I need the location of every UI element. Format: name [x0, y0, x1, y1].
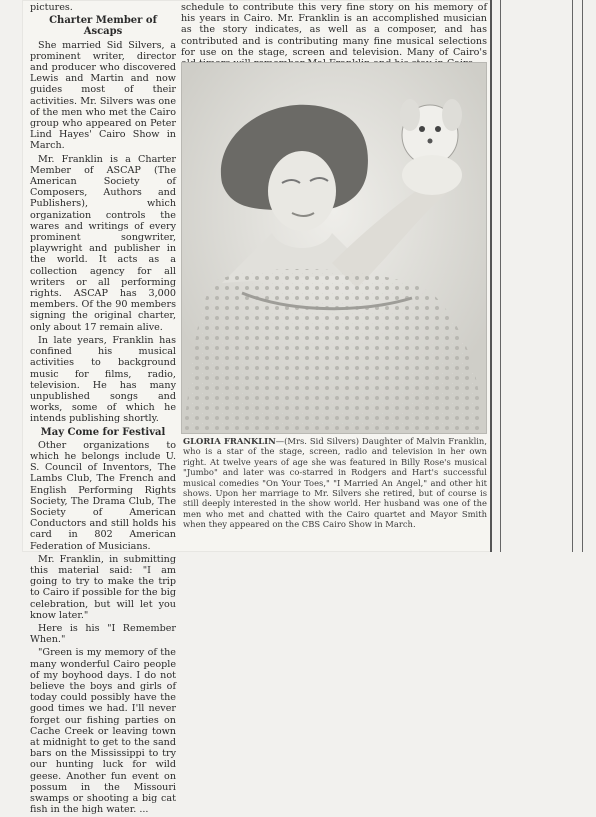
heading-may-come-for-festival: May Come for Festival [40, 426, 166, 438]
paragraph: Other organizations to which he belongs include U. S. Council of Inventors, The Lambs Club, The French and English Performing Rights Society, The Drama Club, The Society of American Conductors and still holds his card in 802 American Federation of Musicians. [30, 439, 176, 552]
column-rule [582, 0, 583, 552]
top-fragment: pictures. [30, 2, 73, 13]
caption-name: GLORIA FRANKLIN [183, 436, 276, 446]
paragraph: In late years, Franklin has confined his musical activities to background music for films, radio, television. He has many unpublished songs and works, some of which he intends publishing shortly. [30, 334, 176, 425]
paragraph: Mr. Franklin, in submitting this material said: "I am going to try to make the trip to Cairo if possible for the big celebration, but will let you know later." [30, 553, 176, 621]
paragraph: Mr. Franklin is a Charter Member of ASCAP (The American Society of Composers, Authors and Publishers), which organization controls the wares and writings of every prominent songwriter, playwright and publisher in the world. It acts as a collection agency for all writers or all performing rights. ASCAP has 3,000 members. Of the 90 members signing the original charter, only about 17 remain alive. [30, 153, 176, 333]
paragraph: She married Sid Silvers, a prominent writer, director and producer who discovered Lewis and Martin and now guides most of their activities. Mr. Silvers was one of the men who met the Cairo group who appeared on Peter Lind Hayes' Cairo Show in March. [30, 39, 176, 152]
paragraph: "Green is my memory of the many wonderful Cairo people of my boyhood days. I do not believe the boys and girls of today could possibly have the good times we had. I'll never forget our fishing parties on Cache Creek or leaving town at midnight to get to the sand bars on the Mississippi to try our hunting luck for wild geese. Another fun event on possum in the Missouri swamps or shooting a big cat fish in the high water. ... [30, 647, 176, 816]
right-column [181, 2, 487, 69]
caption-text: —(Mrs. Sid Silvers) Daughter of Malvin Franklin, who is a star of the stage, screen, radio and television in her own right. At twelve years of age she was featured in Billy Rose's musical "Jumbo" and later was co-starred in Rodgers and Hart's successful musical comedies "On Your Toes," "I Married An Angel," and other hit shows. Upon her marriage to Mr. Silvers she retired, but of course is still deeply interested in the show world. Her husband was one of the men who met and chatted with the Cairo quartet and Mayor Smith when they appeared on the CBS Cairo Show in March. [183, 436, 487, 530]
column-rule [490, 0, 492, 552]
column-rule [500, 0, 501, 552]
photo [181, 62, 487, 434]
photo-caption [183, 436, 487, 530]
heading-charter-member: Charter Member of Ascaps [49, 15, 157, 38]
photo-illustration [182, 63, 486, 433]
left-column [30, 2, 176, 817]
column-rule [572, 0, 573, 552]
paragraph: Here is his "I Remember When." [30, 622, 176, 646]
intro-paragraph: schedule to contribute this very fine story on his memory of his years in Cairo. Mr. Franklin is an accomplished musician as the story indicates, as well as a composer, and has contributed and is contributing many fine musical selections for use on the stage, screen and television. Many of Cairo's [181, 2, 487, 58]
